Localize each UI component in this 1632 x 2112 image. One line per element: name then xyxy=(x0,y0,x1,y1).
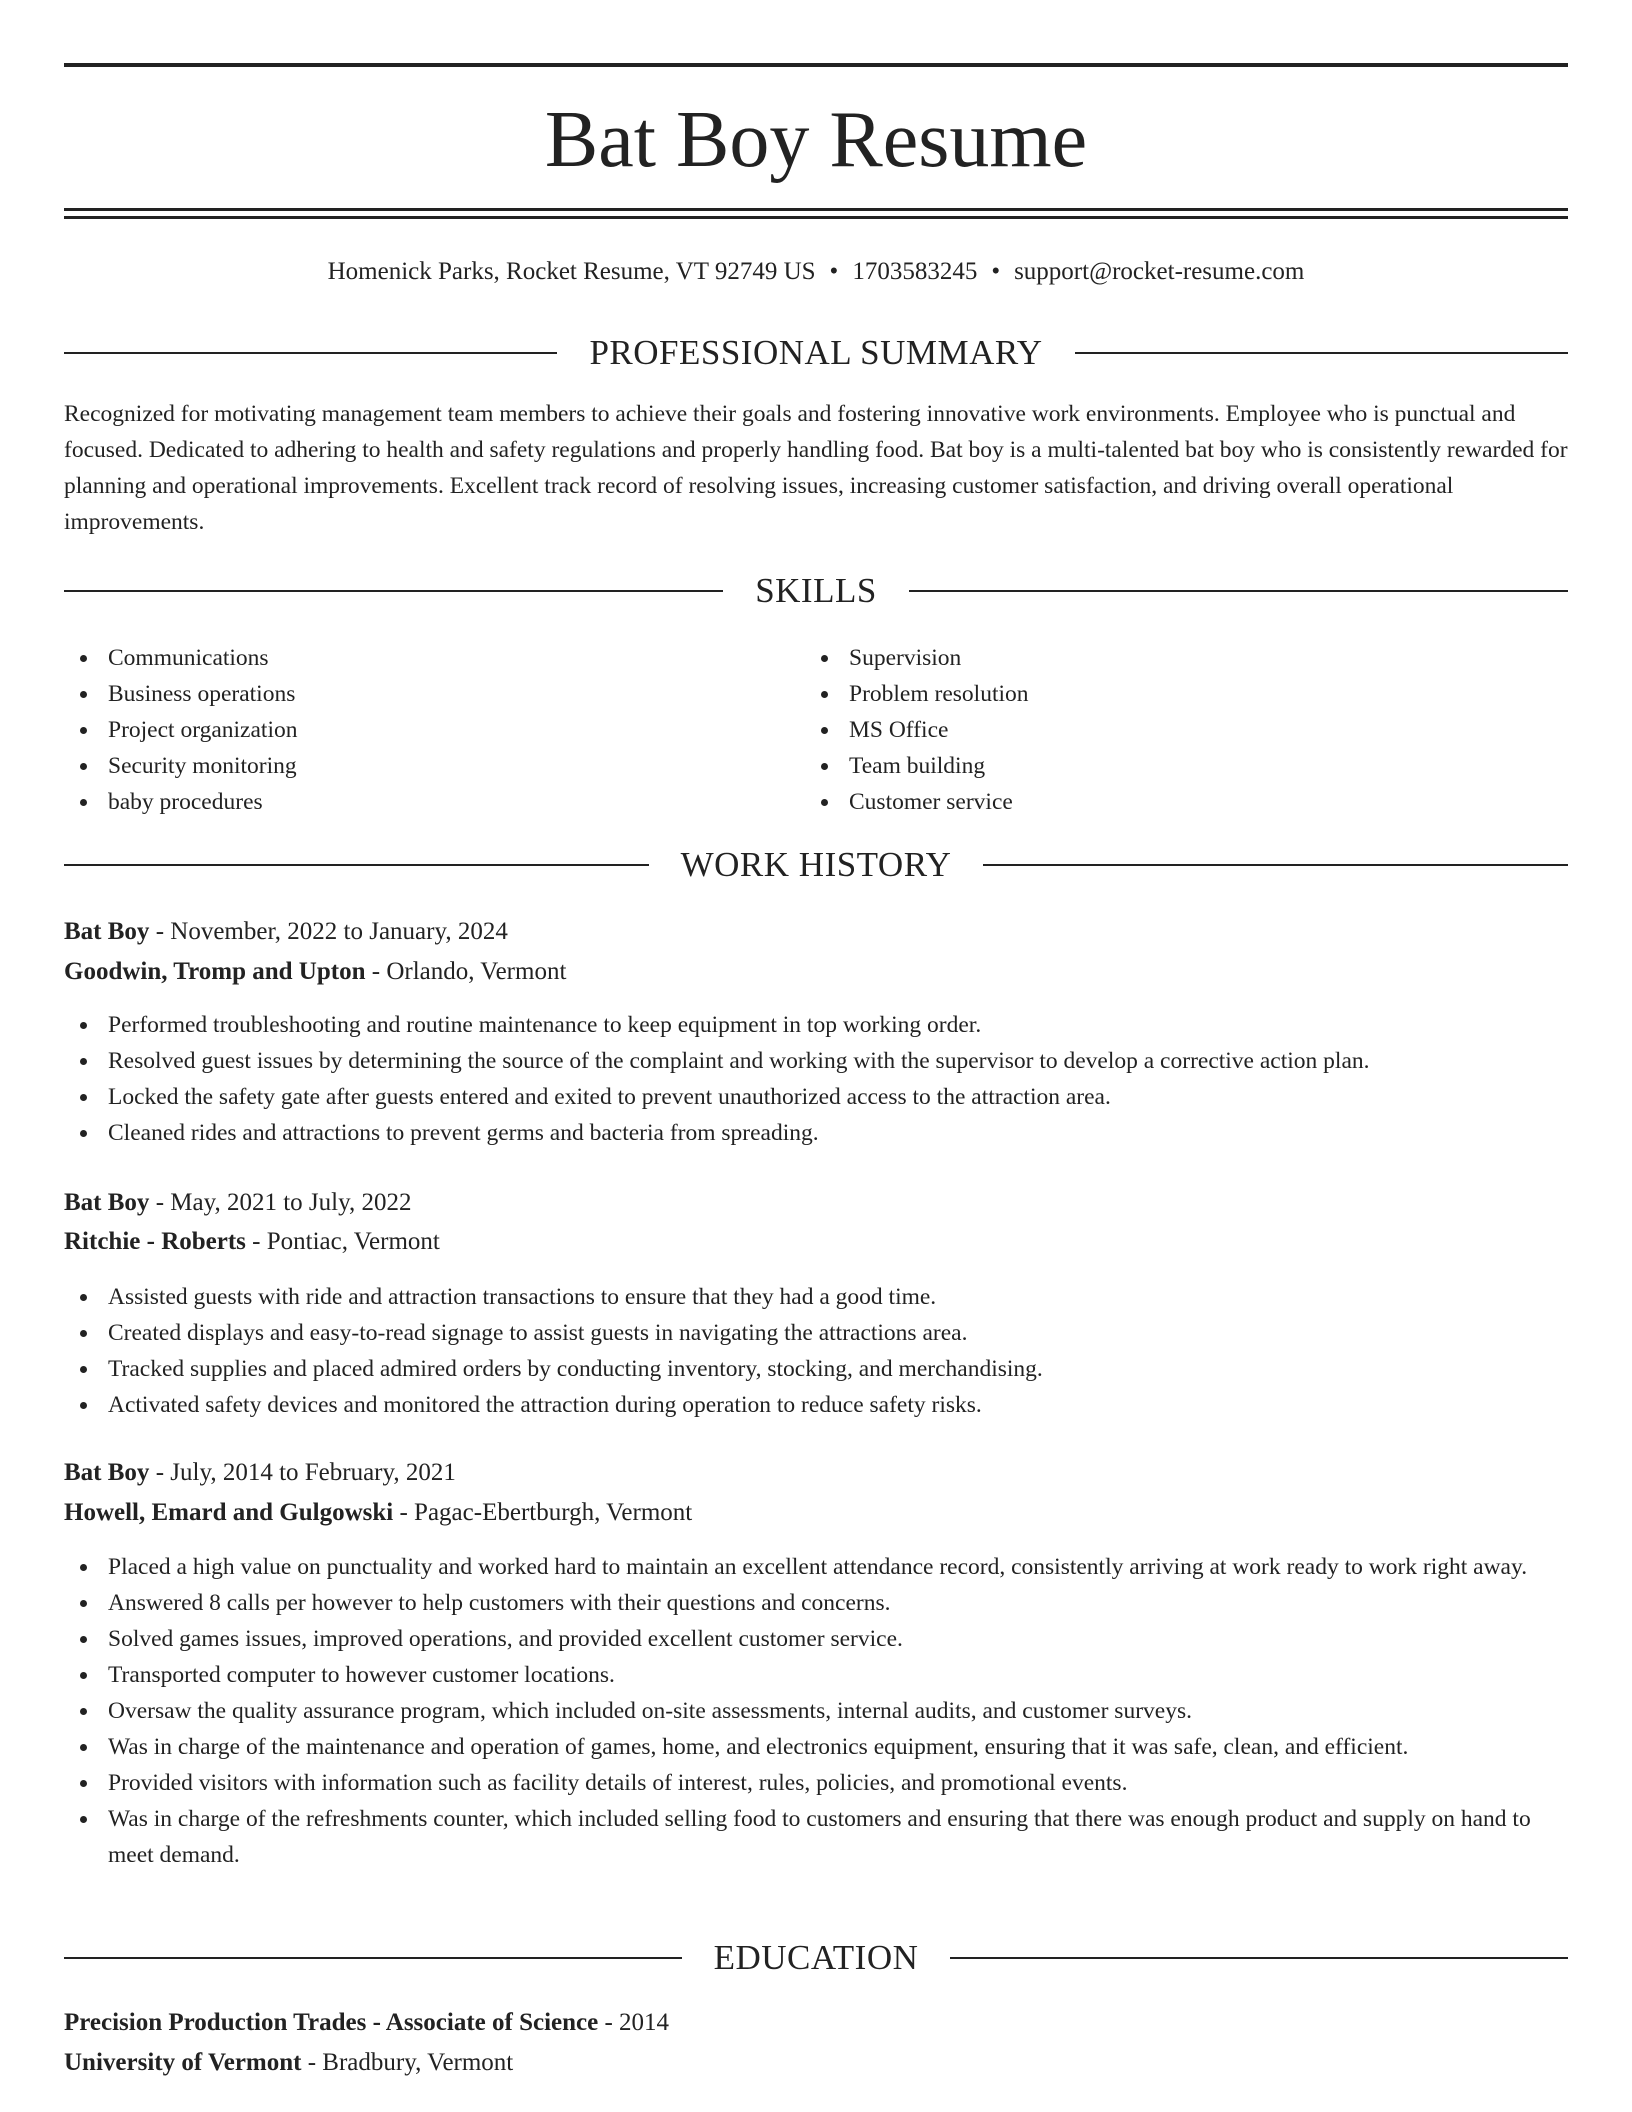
job-bullet: Transported computer to however customer locations. xyxy=(64,1657,1568,1693)
section-header-summary xyxy=(64,333,1568,373)
skill-item: Communications xyxy=(64,640,297,676)
job-title-line xyxy=(64,1455,1568,1491)
section-rule-right xyxy=(1075,352,1568,354)
section-rule-right xyxy=(909,590,1568,592)
section-rule-left xyxy=(64,1957,682,1959)
job-bullet: Oversaw the quality assurance program, which included on-site assessments, internal audits, and customer surveys. xyxy=(64,1693,1568,1729)
skills-list-left xyxy=(64,640,297,820)
job-bullet: Activated safety devices and monitored the attraction during operation to reduce safety risks. xyxy=(64,1387,1568,1423)
job-location: - Orlando, Vermont xyxy=(365,958,567,985)
education-school-line xyxy=(64,2045,1568,2081)
job-bullet: Provided visitors with information such as facility details of interest, rules, policies, and promotional events. xyxy=(64,1765,1568,1801)
contact-separator: • xyxy=(991,258,1001,285)
contact-separator: • xyxy=(829,258,839,285)
job-title: Bat Boy xyxy=(64,918,150,945)
job-company: Goodwin, Tromp and Upton xyxy=(64,958,366,985)
section-title-skills: SKILLS xyxy=(755,571,877,610)
job-bullet: Created displays and easy-to-read signage to assist guests in navigating the attractions area. xyxy=(64,1315,1568,1351)
section-rule-right xyxy=(983,864,1568,866)
section-rule-left xyxy=(64,352,557,354)
skill-item: Business operations xyxy=(64,676,297,712)
education-degree-line xyxy=(64,2005,1568,2041)
skill-item: Customer service xyxy=(805,784,1029,820)
job-bullets xyxy=(64,1549,1568,1873)
job-bullet: Answered 8 calls per however to help customers with their questions and concerns. xyxy=(64,1585,1568,1621)
job-bullet: Solved games issues, improved operations, and provided excellent customer service. xyxy=(64,1621,1568,1657)
header-double-rule-upper xyxy=(64,208,1568,211)
job-company: Howell, Emard and Gulgowski xyxy=(64,1499,394,1526)
job-title-line xyxy=(64,914,1568,950)
job-company-line xyxy=(64,1495,1568,1531)
job-dates: - July, 2014 to February, 2021 xyxy=(149,1459,456,1486)
job-bullet: Cleaned rides and attractions to prevent germs and bacteria from spreading. xyxy=(64,1115,1568,1151)
skill-item: Team building xyxy=(805,748,1029,784)
section-header-skills xyxy=(64,571,1568,611)
job-dates: - May, 2021 to July, 2022 xyxy=(149,1189,412,1216)
skill-item: Project organization xyxy=(64,712,297,748)
section-title-summary: PROFESSIONAL SUMMARY xyxy=(589,333,1043,372)
header-double-rule-lower xyxy=(64,216,1568,219)
section-header-work xyxy=(64,845,1568,885)
job-bullet: Locked the safety gate after guests entered and exited to prevent unauthorized access to the attraction area. xyxy=(64,1079,1568,1115)
job-company: Ritchie - Roberts xyxy=(64,1228,246,1255)
job-company-line xyxy=(64,1224,1568,1260)
job-bullet: Performed troubleshooting and routine maintenance to keep equipment in top working order. xyxy=(64,1007,1568,1043)
section-rule-left xyxy=(64,590,723,592)
job-bullet: Resolved guest issues by determining the source of the complaint and working with the supervisor to develop a corrective action plan. xyxy=(64,1043,1568,1079)
education-school: University of Vermont xyxy=(64,2049,302,2076)
section-rule-left xyxy=(64,864,649,866)
header-top-rule xyxy=(64,63,1568,67)
skills-list-right xyxy=(805,640,1029,820)
contact-phone: 1703583245 xyxy=(852,258,978,285)
job-bullet: Assisted guests with ride and attraction transactions to ensure that they had a good time. xyxy=(64,1279,1568,1315)
section-title-education: EDUCATION xyxy=(713,1938,919,1977)
job-title-line xyxy=(64,1185,1568,1221)
job-location: - Pagac-Ebertburgh, Vermont xyxy=(393,1499,693,1526)
job-bullet: Placed a high value on punctuality and worked hard to maintain an excellent attendance record, consistently arriving at work ready to work right away. xyxy=(64,1549,1568,1585)
contact-line xyxy=(64,256,1568,288)
contact-email: support@rocket-resume.com xyxy=(1014,258,1305,285)
job-bullets xyxy=(64,1007,1568,1151)
education-degree: Precision Production Trades - Associate of Science xyxy=(64,2009,599,2036)
job-dates: - November, 2022 to January, 2024 xyxy=(149,918,508,945)
contact-address: Homenick Parks, Rocket Resume, VT 92749 US xyxy=(327,258,816,285)
resume-name: Bat Boy Resume xyxy=(544,96,1088,184)
skill-item: MS Office xyxy=(805,712,1029,748)
education-year: - 2014 xyxy=(598,2009,670,2036)
summary-text: Recognized for motivating management team members to achieve their goals and fostering innovative work environments. Employee who is punctual and focused. Dedicated to adhering to health and safety regulations and properly handling food. Bat boy is a multi-talented bat boy who is consistently rewarded for planning and operational improvements. Excellent track record of resolving issues, increasing customer satisfaction, and driving overall operational improvements. xyxy=(64,401,1568,535)
section-rule-right xyxy=(950,1957,1568,1959)
skill-item: Supervision xyxy=(805,640,1029,676)
job-bullet: Was in charge of the refreshments counter, which included selling food to customers and ensuring that there was enough product and supply on hand to meet demand. xyxy=(64,1801,1568,1873)
section-header-education xyxy=(64,1938,1568,1978)
job-bullets xyxy=(64,1279,1568,1423)
job-company-line xyxy=(64,954,1568,990)
job-location: - Pontiac, Vermont xyxy=(245,1228,440,1255)
skill-item: baby procedures xyxy=(64,784,297,820)
skill-item: Security monitoring xyxy=(64,748,297,784)
job-title: Bat Boy xyxy=(64,1189,150,1216)
education-location: - Bradbury, Vermont xyxy=(301,2049,514,2076)
job-bullet: Tracked supplies and placed admired orders by conducting inventory, stocking, and merchandising. xyxy=(64,1351,1568,1387)
skill-item: Problem resolution xyxy=(805,676,1029,712)
section-title-work: WORK HISTORY xyxy=(680,845,952,884)
job-bullet: Was in charge of the maintenance and operation of games, home, and electronics equipment, ensuring that it was safe, clean, and efficient. xyxy=(64,1729,1568,1765)
job-title: Bat Boy xyxy=(64,1459,150,1486)
